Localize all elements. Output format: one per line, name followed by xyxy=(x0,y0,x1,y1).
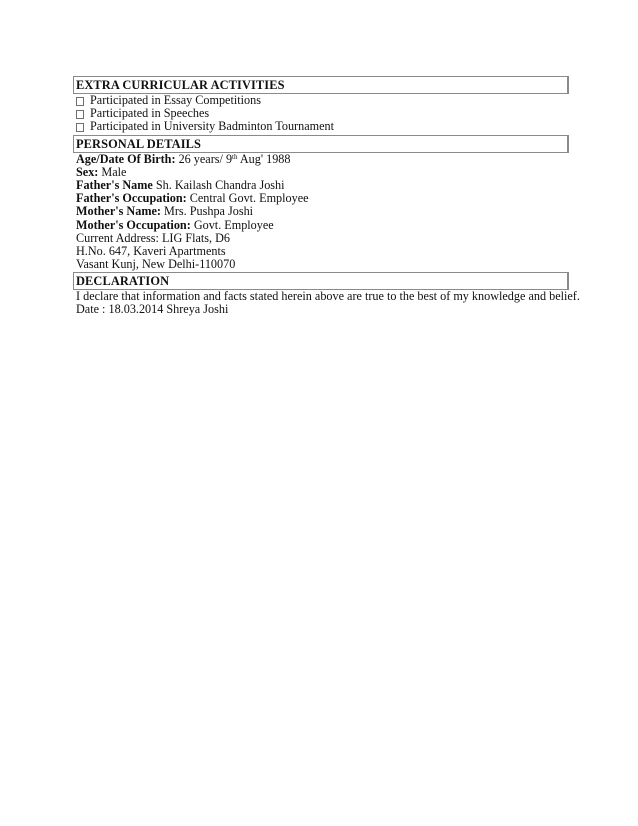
mother-name-label: Mother's Name: xyxy=(76,204,161,219)
bullet-box-icon xyxy=(76,110,84,119)
activity-text: Participated in Speeches xyxy=(90,106,210,121)
age-dob-line xyxy=(76,153,569,166)
declaration-body xyxy=(73,289,580,317)
personal-details-title: PERSONAL DETAILS xyxy=(76,136,201,151)
address-line-1: Current Address: LIG Flats, D6 xyxy=(76,230,231,245)
bullet-box-icon xyxy=(76,123,84,132)
personal-details-header xyxy=(73,135,569,153)
mother-occupation-value: Govt. Employee xyxy=(190,217,274,232)
extra-curricular-header xyxy=(73,76,569,94)
activity-text: Participated in Essay Competitions xyxy=(90,93,261,107)
mother-occupation-label: Mother's Occupation: xyxy=(76,217,191,232)
bullet-box-icon xyxy=(76,97,84,106)
declaration-date-line: Date : 18.03.2014 Shreya Joshi xyxy=(76,302,229,317)
sex-label: Sex: xyxy=(76,164,99,179)
age-dob-value: 26 years/ 9 xyxy=(175,151,233,166)
father-name-label: Father's Name xyxy=(76,177,153,192)
activity-text: Participated in University Badminton Tournament xyxy=(90,119,334,134)
age-dob-label: Age/Date Of Birth: xyxy=(76,151,176,166)
list-item xyxy=(76,120,569,133)
age-dob-value-rest: Aug' 1988 xyxy=(237,151,291,166)
address-line-2: H.No. 647, Kaveri Apartments xyxy=(76,243,226,258)
declaration-text: I declare that information and facts stated herein above are true to the best of my knowledge and belief. xyxy=(76,289,580,304)
mother-name-value: Mrs. Pushpa Joshi xyxy=(160,204,254,219)
resume-page xyxy=(73,76,580,317)
father-occupation-label: Father's Occupation: xyxy=(76,191,187,206)
extra-curricular-list xyxy=(73,94,569,134)
mother-occupation-line xyxy=(76,219,569,232)
personal-details-body xyxy=(73,153,569,272)
sex-value: Male xyxy=(98,164,127,179)
extra-curricular-title: EXTRA CURRICULAR ACTIVITIES xyxy=(76,78,285,92)
age-dob-superscript: th xyxy=(232,152,238,161)
father-occupation-value: Central Govt. Employee xyxy=(186,191,309,206)
address-line-3: Vasant Kunj, New Delhi-110070 xyxy=(76,257,236,272)
declaration-title: DECLARATION xyxy=(76,274,170,289)
declaration-header xyxy=(73,272,569,290)
father-name-value: Sh. Kailash Chandra Joshi xyxy=(152,177,285,192)
